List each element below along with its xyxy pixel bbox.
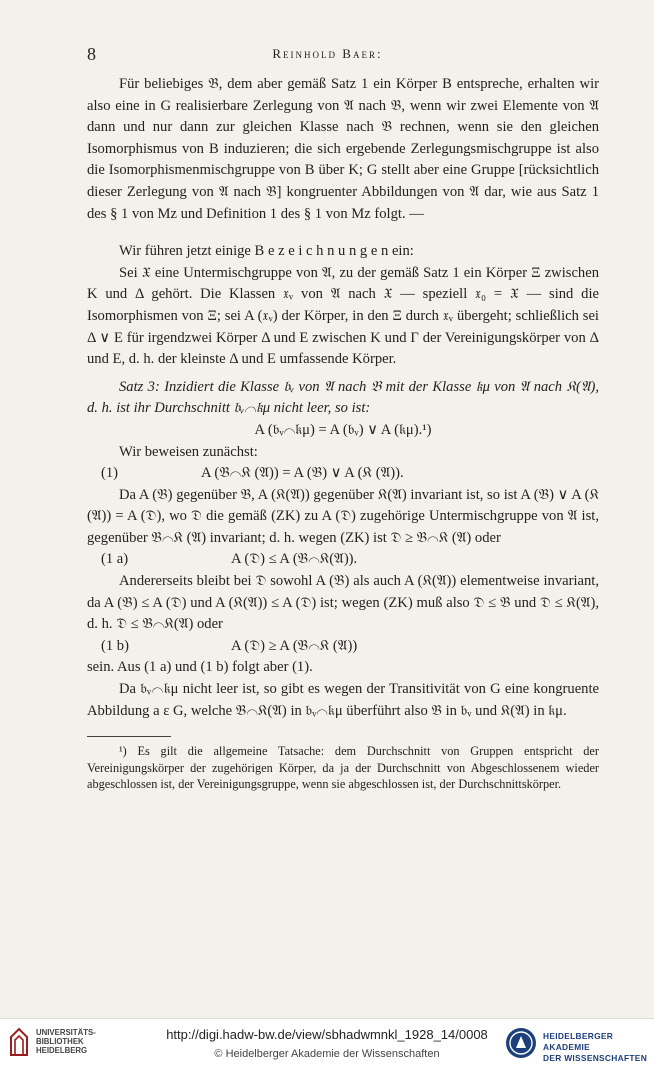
numbered-equation xyxy=(87,636,599,658)
academy-name-line1: HEIDELBERGER AKADEMIE xyxy=(543,1031,614,1052)
equation-label: (1 a) xyxy=(101,551,129,568)
page-body xyxy=(87,74,599,793)
paragraph: Da A (𝔅) gegenüber 𝔅, A (𝔎(𝔄)) gegenüber 𝔎(𝔄) invariant ist, so ist A (𝔅) ∨ A (𝔎 (𝔄)) = A (𝔇), wo 𝔇 die gemäß (ZK) zu A (𝔇) zugehörige Untermischgruppe von 𝔄 ist, gegenüber 𝔅⌒𝔎 (𝔄) invariant; d. h. wegen (ZK) ist 𝔇 ≥ 𝔅⌒𝔎 (𝔄) oder xyxy=(87,486,599,546)
numbered-equation xyxy=(87,549,599,571)
paragraph: Für beliebiges 𝔅, dem aber gemäß Satz 1 ein Körper B entspreche, erhalten wir also eine in G realisierbare Zerlegung von 𝔄 nach 𝔅, wenn wir zwei Elemente von 𝔄 dann und nur dann zur gleichen Klasse nach 𝔅 rechnen, wenn sie den gleichen Isomorphismus von B induzieren; die sich ergebende Zerlegungsmischgruppe ist also die Isomorphismenmischgruppe von B über K; G stellt aber eine Gruppe [rücksichtlich dieser Zerlegung von 𝔄 nach 𝔅] kongruenter Abbildungen von 𝔄 dar, wie aus Satz 1 des § 1 von Mz und Definition 1 des § 1 von Mz folgt. — xyxy=(87,76,599,222)
academy-name-line2: DER WISSENSCHAFTEN xyxy=(543,1053,648,1063)
running-title: Reinhold Baer: xyxy=(272,46,383,61)
page-number: 8 xyxy=(87,44,96,64)
viewer-footer xyxy=(0,1018,654,1068)
paragraph: Andererseits bleibt bei 𝔇 sowohl A (𝔅) als auch A (𝔎(𝔄)) elementweise invariant, da A (𝔅) ≤ A (𝔇) und A (𝔎(𝔄)) ≤ A (𝔇) ist; wegen (ZK) muß also 𝔇 ≤ 𝔅 und 𝔇 ≤ 𝔎(𝔄), d. h. 𝔇 ≤ 𝔅⌒𝔎(𝔄) oder xyxy=(87,573,599,633)
paragraph: Da 𝔟ᵥ⌒𝔨μ nicht leer ist, so gibt es wegen der Transitivität von G eine kongruente Abbildung a ε G, welche 𝔅⌒𝔎(𝔄) in 𝔟ᵥ⌒𝔨μ überführt also 𝔅 in 𝔟ᵥ und 𝔎(𝔄) in 𝔨μ. xyxy=(87,681,599,719)
equation-label: (1) xyxy=(101,465,119,482)
copyright-notice: © Heidelberger Akademie der Wissenschaften xyxy=(214,1048,440,1060)
theorem-statement: Satz 3: Inzidiert die Klasse 𝔟ᵥ von 𝔄 nach 𝔅 mit der Klasse 𝔨μ von 𝔄 nach 𝔎(𝔄), d. h. ist ihr Durchschnitt 𝔟ᵥ⌒𝔨μ nicht leer, so ist: xyxy=(87,378,599,417)
academy-seal-icon xyxy=(505,1027,537,1059)
page-header xyxy=(87,44,568,66)
equation: A (𝔇) ≥ A (𝔅⌒𝔎 (𝔄)) xyxy=(231,637,358,654)
paragraph: sein. Aus (1 a) und (1 b) folgt aber (1). xyxy=(87,659,313,676)
equation: A (𝔅⌒𝔎 (𝔄)) = A (𝔅) ∨ A (𝔎 (𝔄)). xyxy=(201,465,404,482)
paragraph: Sei 𝔛 eine Untermischgruppe von 𝔄, zu der gemäß Satz 1 ein Körper Ξ zwischen K und Δ gehört. Die Klassen 𝔵ᵥ von 𝔄 nach 𝔛 — speziell 𝔵₀ = 𝔛 — sind die Isomorphismen von Ξ; sei A (𝔵ᵥ) der Körper, in den Ξ durch 𝔵ᵥ übergeht; schließlich sei Δ ∨ E für irgendzwei Körper Δ und E zwischen K und Γ der Vereinigungskörper von Δ und E, d. h. der kleinste Δ und E umfassende Körper. xyxy=(87,264,599,368)
library-name: UNIVERSITÄTS- BIBLIOTHEK HEIDELBERG xyxy=(36,1028,96,1055)
numbered-equation xyxy=(87,463,599,485)
equation: A (𝔇) ≤ A (𝔅⌒𝔎(𝔄)). xyxy=(231,551,358,568)
footnote: ¹) Es gilt die allgemeine Tatsache: dem Durchschnitt von Gruppen entspricht der Vereinigungskörper der zugehörigen Körper, da ja der Durchschnitt von Abgeschlossenem wieder abgeschlossen ist, der Vereinigungsgruppe, wenn sie abgeschlossen ist, der Durchschnittskörper. xyxy=(87,744,599,792)
equation-label: (1 b) xyxy=(101,637,129,654)
paragraph: Wir beweisen zunächst: xyxy=(119,443,258,460)
equation: A (𝔟ᵥ⌒𝔨μ) = A (𝔟ᵥ) ∨ A (𝔨μ).¹) xyxy=(254,421,432,438)
academy-name xyxy=(543,1031,654,1064)
paragraph: Wir führen jetzt einige B e z e i c h n u n g e n ein: xyxy=(119,243,414,260)
page-url-link[interactable]: http://digi.hadw-bw.de/view/sbhadwmnkl_1928_14/0008 xyxy=(166,1027,488,1042)
footnote-divider xyxy=(87,736,171,737)
